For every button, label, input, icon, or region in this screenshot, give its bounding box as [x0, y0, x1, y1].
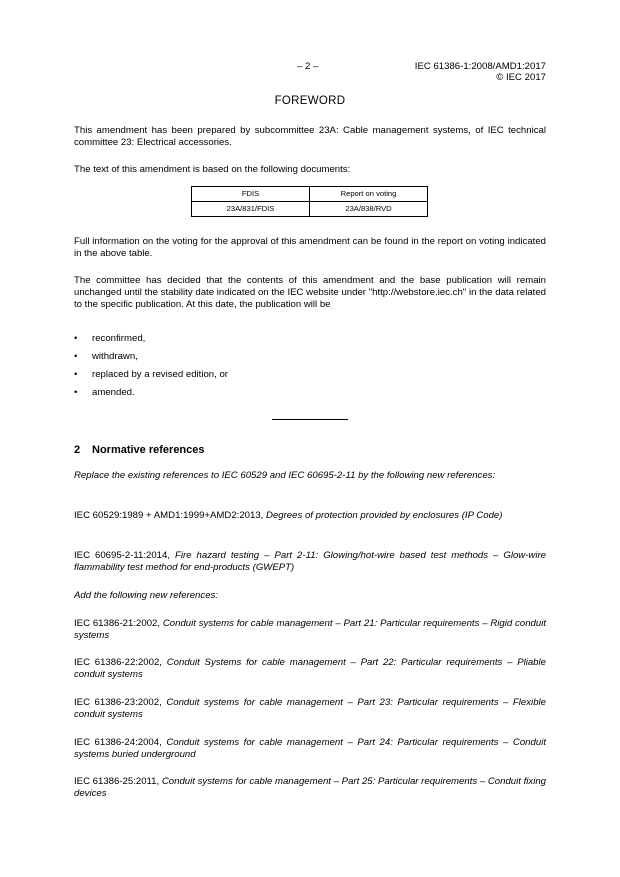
reference-entry: IEC 60695-2-11:2014, Fire hazard testing – Part 2-11: Glowing/hot-wire based test methods – Glow-wire flammability test method for end-products (GWEPT): [74, 550, 547, 573]
reference-entry: IEC 61386-23:2002, Conduit systems for cable management – Part 23: Particular requirements – Flexible conduit systems: [74, 697, 546, 720]
reference-entry: IEC 61386-24:2004, Conduit systems for cable management – Part 24: Particular requirements – Conduit systems buried underground: [74, 737, 546, 760]
reference-entry: IEC 61386-22:2002, Conduit Systems for cable management – Part 22: Particular requirements – Pliable conduit systems: [74, 657, 546, 680]
reference-entry: IEC 60529:1989 + AMD1:1999+AMD2:2013, Degrees of protection provided by enclosures (IP Code): [74, 510, 503, 521]
instruction-add: Add the following new references:: [74, 590, 218, 601]
bullet-icon: •: [74, 351, 78, 362]
foreword-paragraph-1: This amendment has been prepared by subcommittee 23A: Cable management systems, of IEC technical committee 23: Electrical accessories.: [74, 125, 546, 148]
foreword-title: FOREWORD: [274, 95, 346, 107]
foreword-paragraph-2: The text of this amendment is based on the following documents:: [74, 164, 351, 175]
list-item: • withdrawn,: [74, 351, 138, 362]
reference-entry: IEC 61386-25:2011, Conduit systems for cable management – Part 25: Particular requirements – Conduit fixing devices: [74, 776, 546, 799]
table-cell-fdis: 23A/831/FDIS: [192, 202, 310, 217]
table-header-report: Report on voting: [310, 187, 428, 202]
section-title: Normative references: [92, 444, 205, 456]
section-heading: [74, 444, 205, 456]
bullet-icon: •: [74, 369, 78, 380]
separator-line: [272, 419, 348, 420]
page-number: – 2 –: [297, 61, 319, 72]
list-item: • replaced by a revised edition, or: [74, 369, 228, 380]
table-header-row: [192, 187, 428, 202]
voting-documents-table: [191, 186, 428, 217]
copyright-notice: © IEC 2017: [496, 72, 546, 83]
table-row: [192, 202, 428, 217]
document-reference: IEC 61386-1:2008/AMD1:2017: [414, 61, 546, 72]
list-item: • reconfirmed,: [74, 333, 146, 344]
table-cell-rvd: 23A/838/RVD: [310, 202, 428, 217]
foreword-paragraph-4: The committee has decided that the contents of this amendment and the base publication will remain unchanged until the stability date indicated on the IEC website under "http://webstore.iec.ch" in the data related to the specific publication. At this date, the publication will be: [74, 275, 546, 310]
table-header-fdis: FDIS: [192, 187, 310, 202]
instruction-replace: Replace the existing references to IEC 60529 and IEC 60695-2-11 by the following new references:: [74, 470, 496, 481]
bullet-icon: •: [74, 387, 78, 398]
list-item: • amended.: [74, 387, 135, 398]
section-number: 2: [74, 444, 81, 456]
foreword-paragraph-3: Full information on the voting for the approval of this amendment can be found in the report on voting indicated in the above table.: [74, 236, 546, 259]
reference-entry: IEC 61386-21:2002, Conduit systems for cable management – Part 21: Particular requirements – Rigid conduit systems: [74, 618, 546, 641]
publication-status-list: [74, 333, 228, 405]
bullet-icon: •: [74, 333, 78, 344]
